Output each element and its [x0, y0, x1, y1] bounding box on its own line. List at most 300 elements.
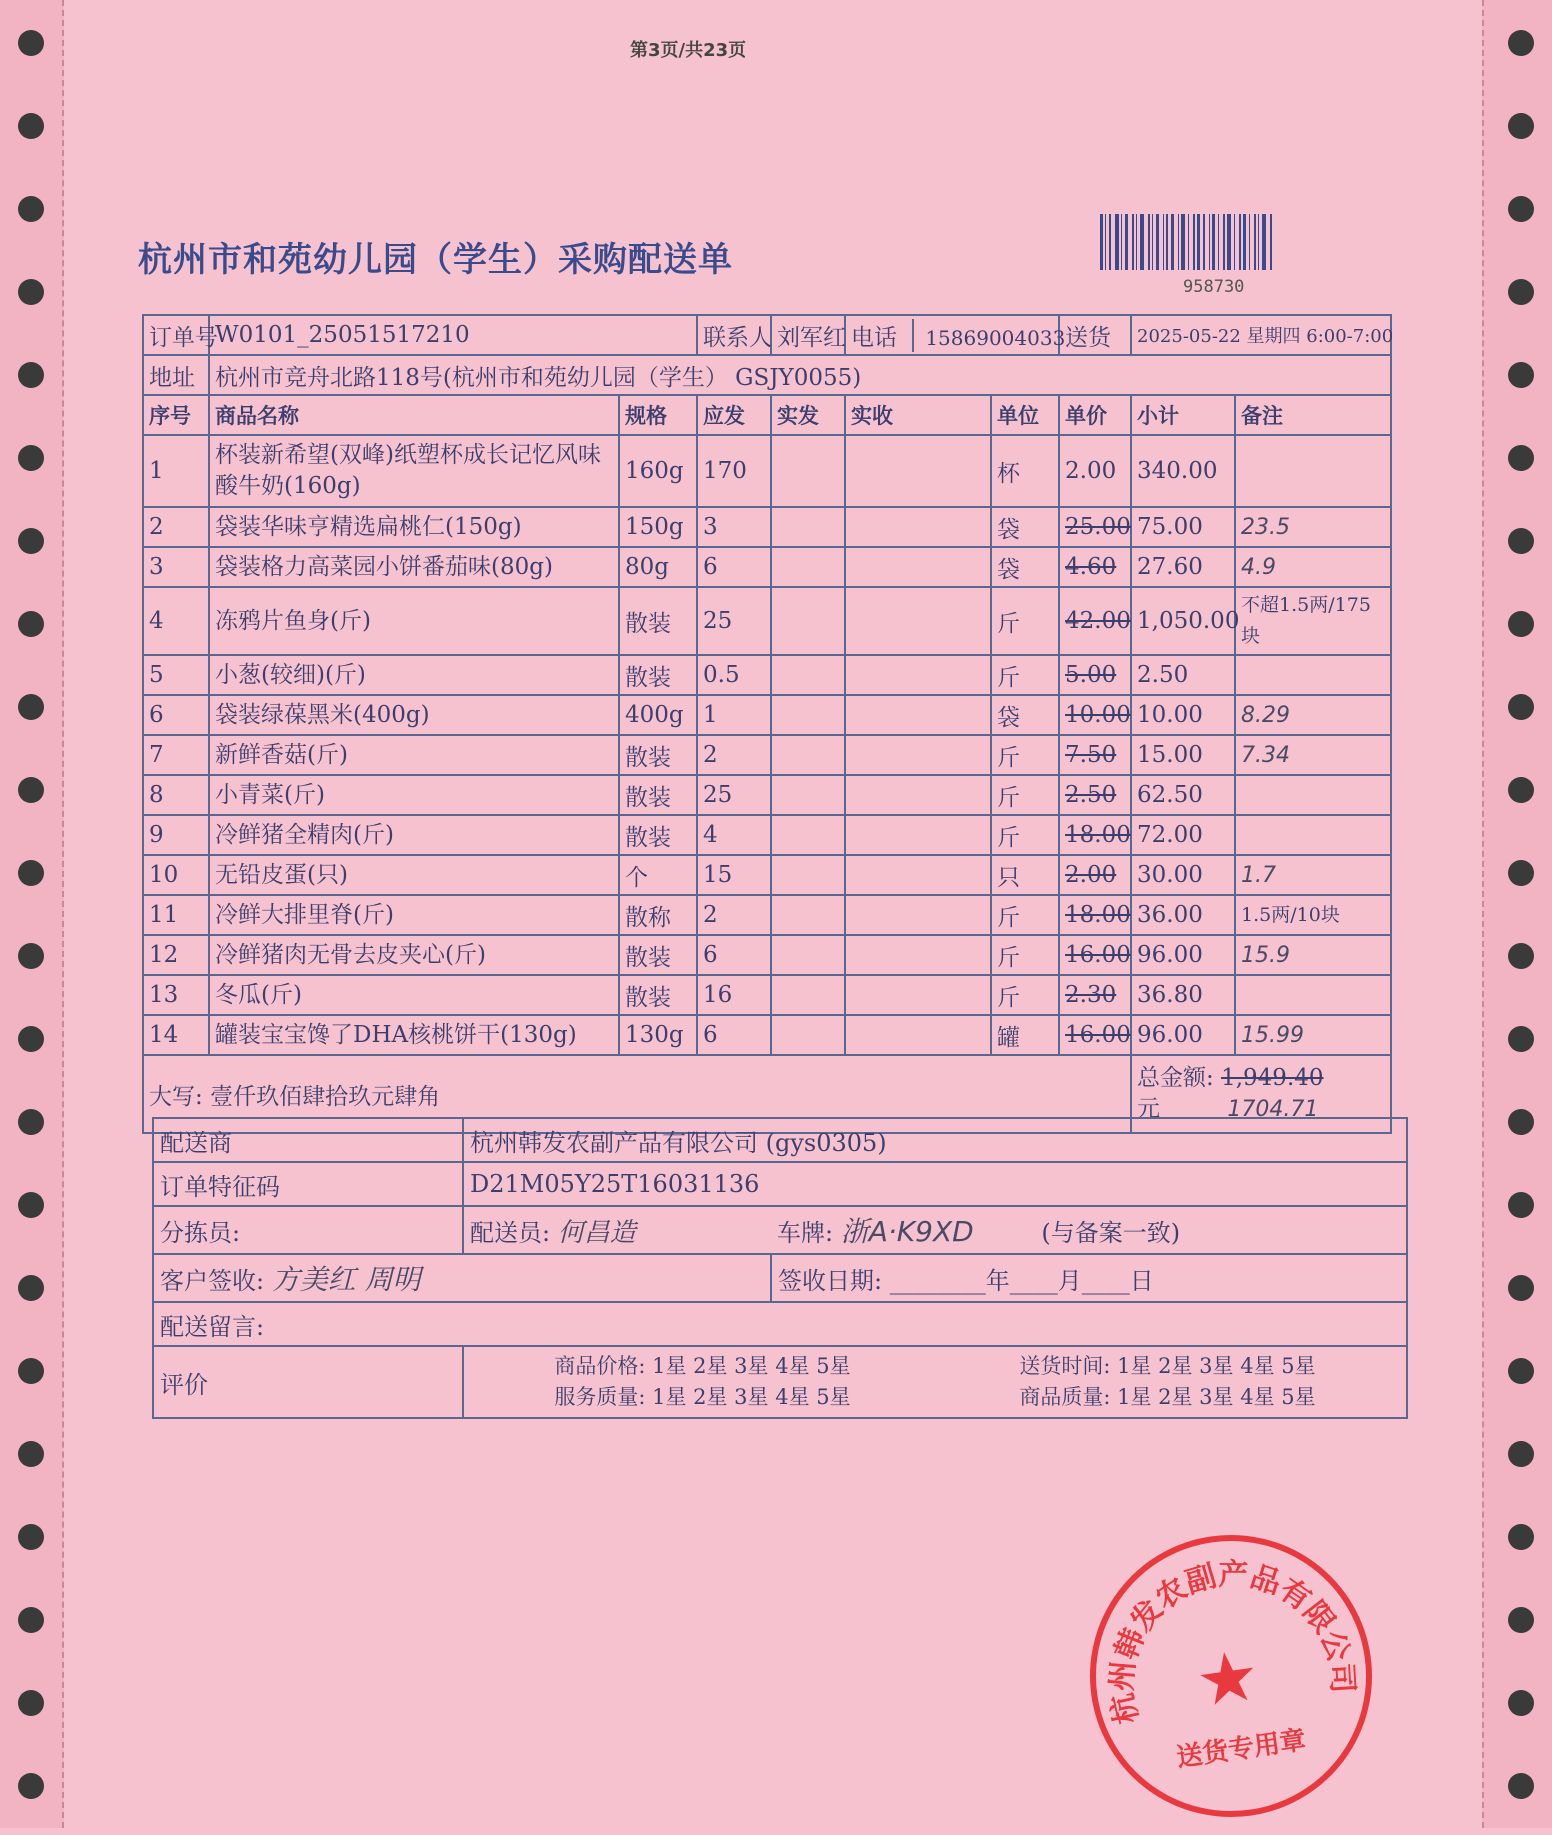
feed-hole-icon: [18, 279, 44, 305]
feed-hole-icon: [18, 1524, 44, 1550]
item-actual-sent: [771, 695, 845, 735]
phone-label: 电话: [846, 319, 914, 352]
barcode-bar: [1262, 214, 1266, 270]
item-unit: 斤: [991, 935, 1059, 975]
item-qty: 6: [697, 935, 771, 975]
item-subtotal: 2.50: [1131, 655, 1235, 695]
item-actual-sent: [771, 975, 845, 1015]
item-note: 不超1.5两/175块: [1235, 587, 1391, 655]
item-unit: 杯: [991, 435, 1059, 507]
item-actual-received: [845, 1015, 991, 1055]
item-actual-received: [845, 547, 991, 587]
item-name: 小葱(较细)(斤): [209, 655, 619, 695]
sorter-label: 分拣员:: [153, 1206, 463, 1254]
barcode-bar: [1163, 214, 1164, 270]
col-header: 规格: [619, 395, 697, 435]
item-qty: 16: [697, 975, 771, 1015]
footer-table: [152, 1117, 1408, 1419]
feed-hole-icon: [1508, 1275, 1534, 1301]
barcode-bar: [1148, 214, 1150, 270]
seal-star-icon: ★: [1190, 1633, 1265, 1724]
left-feed-strip: [0, 0, 64, 1828]
item-spec: 400g: [619, 695, 697, 735]
feed-hole-icon: [18, 196, 44, 222]
message-label: 配送留言:: [153, 1302, 1407, 1346]
feed-hole-icon: [1508, 1524, 1534, 1550]
item-subtotal: 10.00: [1131, 695, 1235, 735]
item-subtotal: 340.00: [1131, 435, 1235, 507]
item-note: 15.9: [1235, 935, 1391, 975]
message-row: [153, 1302, 1407, 1346]
feed-hole-icon: [18, 1026, 44, 1052]
barcode-bar: [1115, 214, 1119, 270]
barcode-bar: [1197, 214, 1200, 270]
feed-hole-icon: [18, 777, 44, 803]
order-code: D21M05Y25T16031136: [463, 1162, 1407, 1206]
col-header: 备注: [1235, 395, 1391, 435]
feed-hole-icon: [1508, 279, 1534, 305]
col-header: 商品名称: [209, 395, 619, 435]
item-name: 冷鲜大排里脊(斤): [209, 895, 619, 935]
item-actual-received: [845, 695, 991, 735]
item-actual-received: [845, 775, 991, 815]
item-actual-sent: [771, 507, 845, 547]
barcode-bar: [1270, 214, 1272, 270]
total-currency: 元: [1137, 1096, 1161, 1122]
delivery-label: 送货: [1059, 315, 1131, 355]
item-spec: 150g: [619, 507, 697, 547]
item-qty: 1: [697, 695, 771, 735]
barcode-bar: [1227, 214, 1231, 270]
barcode-bar: [1156, 214, 1159, 270]
feed-hole-icon: [1508, 694, 1534, 720]
table-row: [143, 815, 1391, 855]
item-note: [1235, 655, 1391, 695]
table-row: [143, 655, 1391, 695]
feed-hole-icon: [18, 30, 44, 56]
feed-hole-icon: [18, 1275, 44, 1301]
feed-hole-icon: [18, 1109, 44, 1135]
svg-text:杭州韩发农副产品有限公司: 杭州韩发农副产品有限公司: [1104, 1557, 1360, 1728]
barcode-bar: [1125, 214, 1128, 270]
supplier-row: [153, 1118, 1407, 1162]
item-spec: 160g: [619, 435, 697, 507]
barcode-bar: [1223, 214, 1225, 270]
item-no: 3: [143, 547, 209, 587]
item-unit: 袋: [991, 507, 1059, 547]
item-actual-received: [845, 895, 991, 935]
item-spec: 散装: [619, 735, 697, 775]
table-row: [143, 547, 1391, 587]
handwritten-total: 1704.71: [1227, 1097, 1319, 1122]
feed-hole-icon: [1508, 1026, 1534, 1052]
right-feed-strip: [1482, 0, 1552, 1828]
feed-hole-icon: [18, 1441, 44, 1467]
feed-hole-icon: [18, 445, 44, 471]
col-header: 实收: [845, 395, 991, 435]
deliverer-label: 配送员:: [470, 1218, 551, 1247]
barcode-bar: [1178, 214, 1179, 270]
item-name: 杯装新希望(双峰)纸塑杯成长记忆风味酸牛奶(160g): [209, 435, 619, 507]
col-header: 实发: [771, 395, 845, 435]
item-no: 7: [143, 735, 209, 775]
item-note: [1235, 775, 1391, 815]
item-name: 冷鲜猪肉无骨去皮夹心(斤): [209, 935, 619, 975]
item-subtotal: 75.00: [1131, 507, 1235, 547]
items-body: [143, 435, 1391, 1055]
barcode-bar: [1140, 214, 1144, 270]
sign-date-blank: ________年____月____日: [889, 1266, 1154, 1295]
item-unit: 斤: [991, 775, 1059, 815]
feed-hole-icon: [18, 611, 44, 637]
barcode-bar: [1166, 214, 1168, 270]
barcode-bar: [1136, 214, 1137, 270]
item-actual-received: [845, 435, 991, 507]
item-qty: 170: [697, 435, 771, 507]
table-row: [143, 975, 1391, 1015]
item-price: 10.00: [1059, 695, 1131, 735]
item-actual-received: [845, 815, 991, 855]
item-price: 25.00: [1059, 507, 1131, 547]
feed-hole-icon: [18, 943, 44, 969]
item-no: 6: [143, 695, 209, 735]
item-price: 2.50: [1059, 775, 1131, 815]
signoff-row: [153, 1254, 1407, 1302]
item-qty: 3: [697, 507, 771, 547]
feed-hole-icon: [1508, 528, 1534, 554]
item-actual-received: [845, 735, 991, 775]
barcode-bar: [1203, 214, 1205, 270]
order-no: W0101_25051517210: [209, 315, 697, 355]
item-no: 13: [143, 975, 209, 1015]
item-name: 新鲜香菇(斤): [209, 735, 619, 775]
item-spec: 散装: [619, 775, 697, 815]
item-note: 4.9: [1235, 547, 1391, 587]
feed-hole-icon: [1508, 943, 1534, 969]
item-no: 11: [143, 895, 209, 935]
item-price: 4.60: [1059, 547, 1131, 587]
item-unit: 只: [991, 855, 1059, 895]
col-header: 单价: [1059, 395, 1131, 435]
item-actual-sent: [771, 587, 845, 655]
supplier: 杭州韩发农副产品有限公司 (gys0305): [463, 1118, 1407, 1162]
item-no: 2: [143, 507, 209, 547]
item-no: 10: [143, 855, 209, 895]
page-indicator: 第3页/共23页: [630, 40, 747, 61]
barcode-bar: [1105, 214, 1106, 270]
col-header: 应发: [697, 395, 771, 435]
barcode-bar: [1243, 214, 1246, 270]
barcode-bar: [1132, 214, 1134, 270]
barcode-bar: [1258, 214, 1259, 270]
item-name: 小青菜(斤): [209, 775, 619, 815]
order-info-row: [143, 315, 1391, 355]
item-price: 7.50: [1059, 735, 1131, 775]
address-row: [143, 355, 1391, 395]
item-spec: 80g: [619, 547, 697, 587]
item-subtotal: 15.00: [1131, 735, 1235, 775]
item-unit: 斤: [991, 975, 1059, 1015]
customer-signature: 方美红 周明: [271, 1263, 421, 1296]
item-note: 7.34: [1235, 735, 1391, 775]
feed-hole-icon: [1508, 113, 1534, 139]
barcode-bar: [1239, 214, 1241, 270]
feed-hole-icon: [1508, 1607, 1534, 1633]
feed-hole-icon: [18, 1690, 44, 1716]
item-actual-received: [845, 507, 991, 547]
table-row: [143, 855, 1391, 895]
item-qty: 2: [697, 895, 771, 935]
item-unit: 斤: [991, 895, 1059, 935]
item-note: [1235, 815, 1391, 855]
feed-hole-icon: [1508, 1441, 1534, 1467]
address: 杭州市竞舟北路118号(杭州市和苑幼儿园（学生） GSJY0055): [209, 355, 1391, 395]
item-qty: 25: [697, 587, 771, 655]
item-subtotal: 72.00: [1131, 815, 1235, 855]
item-unit: 斤: [991, 735, 1059, 775]
barcode-bar: [1109, 214, 1111, 270]
page-title: 杭州市和苑幼儿园（学生）采购配送单: [138, 240, 733, 280]
item-no: 12: [143, 935, 209, 975]
total-amount-label: 总金额:: [1137, 1065, 1214, 1091]
feed-hole-icon: [18, 113, 44, 139]
feed-hole-icon: [18, 362, 44, 388]
seal-subtext: 送货专用章: [1174, 1725, 1308, 1774]
barcode-bar: [1234, 214, 1235, 270]
item-note: [1235, 435, 1391, 507]
item-no: 9: [143, 815, 209, 855]
table-row: [143, 735, 1391, 775]
feed-hole-icon: [1508, 362, 1534, 388]
contact-label: 联系人: [697, 315, 771, 355]
order-table: [142, 314, 1392, 1134]
total-words: 壹仟玖佰肆拾玖元肆角: [210, 1083, 441, 1110]
item-unit: 袋: [991, 695, 1059, 735]
item-subtotal: 96.00: [1131, 935, 1235, 975]
item-name: 袋装华味亨精选扁桃仁(150g): [209, 507, 619, 547]
item-qty: 6: [697, 547, 771, 587]
item-actual-sent: [771, 895, 845, 935]
item-actual-sent: [771, 855, 845, 895]
item-price: 2.30: [1059, 975, 1131, 1015]
feed-hole-icon: [1508, 1109, 1534, 1135]
customer-label: 客户签收:: [160, 1267, 265, 1295]
item-price: 16.00: [1059, 1015, 1131, 1055]
barcode-bar: [1249, 214, 1250, 270]
item-name: 冬瓜(斤): [209, 975, 619, 1015]
table-row: [143, 507, 1391, 547]
item-subtotal: 36.80: [1131, 975, 1235, 1015]
item-subtotal: 27.60: [1131, 547, 1235, 587]
barcode-bar: [1209, 214, 1210, 270]
item-name: 冷鲜猪全精肉(斤): [209, 815, 619, 855]
item-note: 23.5: [1235, 507, 1391, 547]
item-name: 袋装格力高菜园小饼番茄味(80g): [209, 547, 619, 587]
item-name: 冻鸦片鱼身(斤): [209, 587, 619, 655]
barcode-icon: [1100, 214, 1340, 270]
phone: 15869004033: [925, 325, 1066, 350]
item-no: 4: [143, 587, 209, 655]
code-row: [153, 1162, 1407, 1206]
item-spec: 散称: [619, 895, 697, 935]
item-name: 袋装绿葆黑米(400g): [209, 695, 619, 735]
feed-hole-icon: [1508, 1192, 1534, 1218]
item-unit: 罐: [991, 1015, 1059, 1055]
item-name: 罐装宝宝馋了DHA核桃饼干(130g): [209, 1015, 619, 1055]
item-unit: 袋: [991, 547, 1059, 587]
item-no: 14: [143, 1015, 209, 1055]
feed-hole-icon: [1508, 1358, 1534, 1384]
item-subtotal: 1,050.00: [1131, 587, 1235, 655]
staff-row: [153, 1206, 1407, 1254]
feed-hole-icon: [1508, 1773, 1534, 1799]
item-price: 2.00: [1059, 855, 1131, 895]
sign-date-label: 签收日期:: [778, 1266, 883, 1295]
item-actual-received: [845, 935, 991, 975]
total-words-label: 大写:: [149, 1083, 203, 1110]
item-spec: 散装: [619, 815, 697, 855]
feed-hole-icon: [1508, 196, 1534, 222]
feed-hole-icon: [1508, 1690, 1534, 1716]
column-header-row: [143, 395, 1391, 435]
rating-service: 服务质量: 1星 2星 3星 4星 5星: [554, 1385, 851, 1409]
item-subtotal: 36.00: [1131, 895, 1235, 935]
item-spec: 散装: [619, 975, 697, 1015]
item-no: 8: [143, 775, 209, 815]
barcode-number: 958730: [1183, 277, 1245, 297]
feed-hole-icon: [1508, 30, 1534, 56]
item-note: 1.7: [1235, 855, 1391, 895]
item-unit: 斤: [991, 655, 1059, 695]
delivery-time: 2025-05-22 星期四 6:00-7:00: [1131, 315, 1391, 355]
item-note: 8.29: [1235, 695, 1391, 735]
item-spec: 散装: [619, 587, 697, 655]
item-qty: 2: [697, 735, 771, 775]
item-qty: 4: [697, 815, 771, 855]
item-price: 18.00: [1059, 815, 1131, 855]
item-price: 2.00: [1059, 435, 1131, 507]
item-no: 5: [143, 655, 209, 695]
rating-quality: 商品质量: 1星 2星 3星 4星 5星: [1019, 1385, 1316, 1409]
item-unit: 斤: [991, 587, 1059, 655]
plate-label: 车牌:: [777, 1219, 834, 1247]
barcode-bar: [1152, 214, 1153, 270]
feed-hole-icon: [1508, 611, 1534, 637]
item-actual-sent: [771, 547, 845, 587]
item-unit: 斤: [991, 815, 1059, 855]
barcode-bar: [1212, 214, 1215, 270]
feed-hole-icon: [18, 1607, 44, 1633]
item-spec: 个: [619, 855, 697, 895]
item-actual-received: [845, 975, 991, 1015]
barcode-bar: [1100, 214, 1103, 270]
table-row: [143, 935, 1391, 975]
item-subtotal: 96.00: [1131, 1015, 1235, 1055]
item-actual-received: [845, 587, 991, 655]
item-note: [1235, 975, 1391, 1015]
feed-hole-icon: [18, 860, 44, 886]
item-actual-received: [845, 855, 991, 895]
item-price: 5.00: [1059, 655, 1131, 695]
barcode-bar: [1188, 214, 1189, 270]
feed-hole-icon: [1508, 445, 1534, 471]
address-label: 地址: [143, 355, 209, 395]
item-actual-sent: [771, 735, 845, 775]
col-header: 序号: [143, 395, 209, 435]
item-spec: 130g: [619, 1015, 697, 1055]
item-actual-received: [845, 655, 991, 695]
rating-label: 评价: [153, 1346, 463, 1418]
item-qty: 0.5: [697, 655, 771, 695]
item-price: 18.00: [1059, 895, 1131, 935]
plate-handwritten: 浙A·K9XD: [840, 1215, 974, 1248]
col-header: 小计: [1131, 395, 1235, 435]
table-row: [143, 587, 1391, 655]
table-row: [143, 895, 1391, 935]
code-label: 订单特征码: [153, 1162, 463, 1206]
feed-hole-icon: [18, 1773, 44, 1799]
item-actual-sent: [771, 1015, 845, 1055]
item-spec: 散装: [619, 935, 697, 975]
table-row: [143, 1015, 1391, 1055]
feed-hole-icon: [18, 528, 44, 554]
item-qty: 6: [697, 1015, 771, 1055]
col-header: 单位: [991, 395, 1059, 435]
feed-hole-icon: [18, 1192, 44, 1218]
feed-hole-icon: [1508, 860, 1534, 886]
barcode-bar: [1171, 214, 1174, 270]
barcode-bar: [1218, 214, 1219, 270]
rating-delivery-time: 送货时间: 1星 2星 3星 4星 5星: [1019, 1354, 1316, 1378]
item-price: 42.00: [1059, 587, 1131, 655]
plate-note: (与备案一致): [1041, 1219, 1181, 1247]
item-name: 无铅皮蛋(只): [209, 855, 619, 895]
table-row: [143, 695, 1391, 735]
item-actual-sent: [771, 435, 845, 507]
company-seal: [1072, 1517, 1391, 1835]
total-amount: 1,949.40: [1221, 1065, 1324, 1091]
feed-hole-icon: [18, 1358, 44, 1384]
deliverer-signature: 何昌造: [557, 1217, 636, 1248]
supplier-label: 配送商: [153, 1118, 463, 1162]
item-subtotal: 62.50: [1131, 775, 1235, 815]
item-actual-sent: [771, 815, 845, 855]
barcode-bar: [1121, 214, 1122, 270]
item-spec: 散装: [619, 655, 697, 695]
barcode-bar: [1193, 214, 1195, 270]
item-qty: 25: [697, 775, 771, 815]
contact: 刘军红: [771, 315, 845, 355]
feed-hole-icon: [18, 694, 44, 720]
item-note: 15.99: [1235, 1015, 1391, 1055]
barcode-bar: [1181, 214, 1185, 270]
table-row: [143, 435, 1391, 507]
item-qty: 15: [697, 855, 771, 895]
feed-hole-icon: [1508, 777, 1534, 803]
item-actual-sent: [771, 935, 845, 975]
table-row: [143, 775, 1391, 815]
order-no-label: 订单号: [143, 315, 209, 355]
item-no: 1: [143, 435, 209, 507]
rating-price: 商品价格: 1星 2星 3星 4星 5星: [554, 1354, 851, 1378]
item-actual-sent: [771, 775, 845, 815]
item-price: 16.00: [1059, 935, 1131, 975]
item-subtotal: 30.00: [1131, 855, 1235, 895]
rating-row: [153, 1346, 1407, 1418]
item-actual-sent: [771, 655, 845, 695]
barcode-bar: [1254, 214, 1256, 270]
item-note: 1.5两/10块: [1235, 895, 1391, 935]
